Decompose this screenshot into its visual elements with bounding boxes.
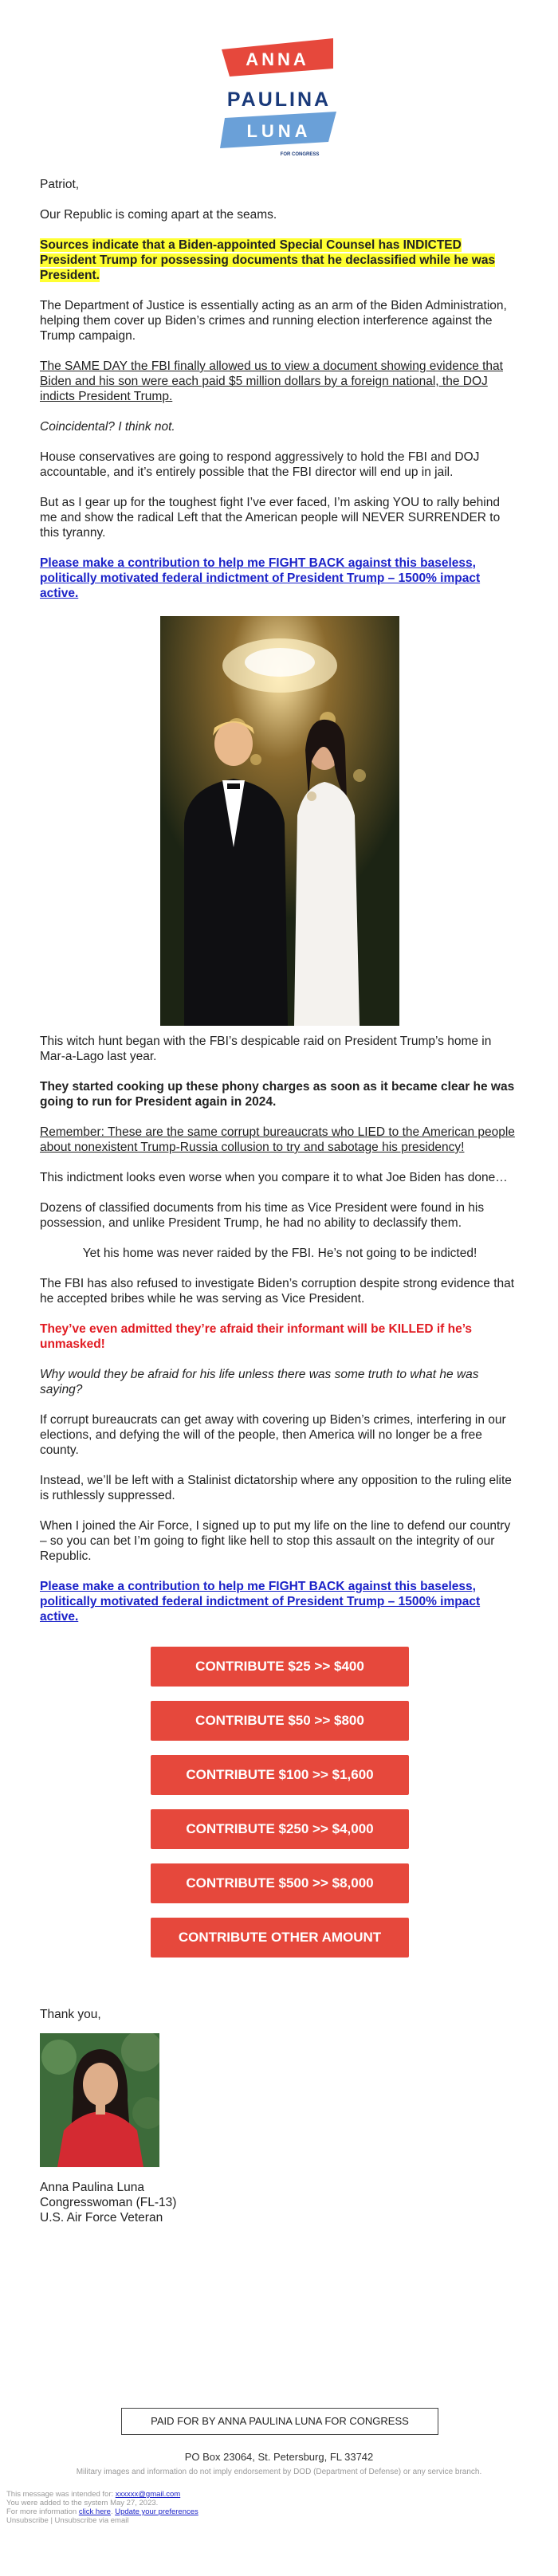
po-box-address: PO Box 23064, St. Petersburg, FL 33742 — [184, 2451, 374, 2463]
underlined-paragraph: Remember: These are the same corrupt bureaucrats who LIED to the American people about nonexistent Trump-Russia collusion to try and sabotage his presidency! — [40, 1125, 515, 1154]
logo-line-1: ANNA — [246, 49, 309, 69]
contribute-25-button[interactable]: CONTRIBUTE $25 >> $400 — [151, 1647, 409, 1687]
signer-title: Congresswoman (FL-13) — [40, 2196, 177, 2209]
contribute-500-button[interactable]: CONTRIBUTE $500 >> $8,000 — [151, 1863, 409, 1903]
intended-for-label: This message was intended for: — [6, 2490, 114, 2499]
greeting: Patriot, — [40, 178, 80, 191]
italic-paragraph: Why would they be afraid for his life unless there was some truth to what he was saying? — [40, 1368, 479, 1396]
logo-line-2: PAULINA — [226, 88, 332, 111]
recipient-email-link[interactable]: xxxxxx@gmail.com — [115, 2490, 181, 2499]
contribute-other-button[interactable]: CONTRIBUTE OTHER AMOUNT — [151, 1918, 409, 1958]
paragraph: If corrupt bureaucrats can get away with covering up Biden’s crimes, interfering in our elections, and defying the will of the people, then America will no longer be a free county. — [40, 1413, 506, 1457]
logo-tagline: FOR CONGRESS — [280, 152, 320, 157]
contribution-link-paragraph — [40, 1579, 520, 1624]
signer-service: U.S. Air Force Veteran — [40, 2211, 163, 2225]
update-preferences-link[interactable]: Update your preferences — [115, 2507, 198, 2516]
paragraph: House conservatives are going to respond aggressively to hold the FBI and DOJ accountable, and it’s entirely possible that the FBI director will end up in jail. — [40, 450, 480, 479]
contribute-250-button[interactable]: CONTRIBUTE $250 >> $4,000 — [151, 1809, 409, 1849]
paragraph: This indictment looks even worse when you compare it to what Joe Biden has done… — [40, 1171, 508, 1184]
highlighted-text: Sources indicate that a Biden-appointed Special Counsel has INDICTED President Trump for possessing documents that he declassified while he was President. — [40, 238, 496, 282]
more-info-label: For more information — [6, 2507, 77, 2516]
logo-line-3: LUNA — [246, 121, 312, 141]
centered-paragraph: Yet his home was never raided by the FBI. He’s not going to be indicted! — [82, 1247, 477, 1260]
bold-paragraph: They started cooking up these phony charges as soon as it became clear he was going to run for President again in 2024. — [40, 1080, 515, 1109]
signature-block — [40, 2007, 520, 2225]
paragraph: Instead, we’ll be left with a Stalinist dictatorship where any opposition to the ruling elite is ruthlessly suppressed. — [40, 1474, 512, 1502]
campaign-logo — [215, 38, 343, 159]
trump-luna-photo — [160, 616, 399, 1026]
highlighted-paragraph — [40, 238, 520, 283]
contribution-link[interactable]: Please make a contribution to help me FIGHT BACK against this baseless, politically motivated federal indictment of President Trump – 1500% impact active. — [40, 1580, 481, 1624]
paragraph: Dozens of classified documents from his time as Vice President were found in his possession, and unlike President Trump, he had no ability to declassify them. — [40, 1201, 485, 1230]
underlined-paragraph: The SAME DAY the FBI finally allowed us to view a document showing evidence that Biden and his son were each paid $5 million dollars by a foreign national, the DOJ indicts President Trump. — [40, 359, 503, 403]
added-date-line: You were added to the system May 27, 2023. — [6, 2499, 159, 2507]
luna-portrait — [40, 2033, 159, 2167]
unsubscribe-line[interactable]: Unsubscribe | Unsubscribe via email — [6, 2516, 129, 2525]
email-body — [40, 177, 520, 2225]
paragraph: When I joined the Air Force, I signed up to put my life on the line to defend our country – so you can bet I’m going to fight like hell to stop this assault on the integrity of our Republic. — [40, 1519, 511, 1563]
thank-you: Thank you, — [40, 2008, 101, 2021]
red-alert-paragraph: They’ve even admitted they’re afraid their informant will be KILLED if he’s unmasked! — [40, 1322, 473, 1351]
paragraph: The FBI has also refused to investigate Biden’s corruption despite strong evidence that he accepted bribes while he was serving as Vice President. — [40, 1277, 515, 1306]
paid-for-box: PAID FOR BY ANNA PAULINA LUNA FOR CONGRESS — [121, 2408, 438, 2435]
click-here-link[interactable]: click here — [78, 2507, 111, 2516]
paragraph: The Department of Justice is essentially acting as an arm of the Biden Administration, helping them cover up Biden’s crimes and running election interference against the Trump campaign. — [40, 299, 507, 343]
paragraph: Our Republic is coming apart at the seams. — [40, 208, 277, 222]
contribution-buttons — [40, 1647, 520, 1958]
contribution-link-paragraph — [40, 556, 520, 601]
contribute-50-button[interactable]: CONTRIBUTE $50 >> $800 — [151, 1701, 409, 1741]
more-info-line: For more information click here. Update your preferences — [6, 2507, 198, 2516]
intended-for-line — [6, 2490, 198, 2499]
contribute-100-button[interactable]: CONTRIBUTE $100 >> $1,600 — [151, 1755, 409, 1795]
email-footer — [6, 2490, 198, 2525]
signer-name: Anna Paulina Luna — [40, 2181, 145, 2194]
italic-paragraph: Coincidental? I think not. — [40, 420, 175, 434]
paragraph: This witch hunt began with the FBI’s despicable raid on President Trump’s home in Mar-a-Lago last year. — [40, 1035, 492, 1063]
contribution-link[interactable]: Please make a contribution to help me FIGHT BACK against this baseless, politically motivated federal indictment of President Trump – 1500% impact active. — [40, 556, 481, 600]
paragraph: But as I gear up for the toughest fight I’ve ever faced, I’m asking YOU to rally behind me and show the radical Left that the American people will NEVER SURRENDER to this tyranny. — [40, 496, 501, 540]
military-disclaimer: Military images and information do not imply endorsement by DOD (Department of Defense) or any service branch. — [76, 2468, 482, 2476]
